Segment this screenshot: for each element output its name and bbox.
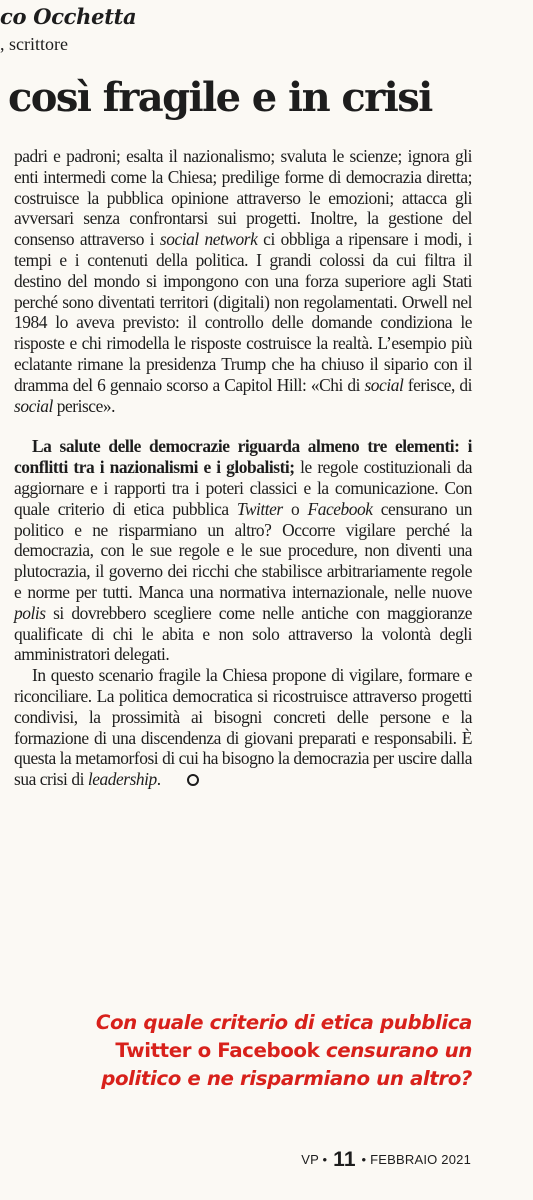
text-run: perisce». <box>52 395 115 416</box>
paragraph-3 <box>14 665 472 790</box>
issue-date: FEBBRAIO 2021 <box>370 1152 471 1167</box>
footer-separator: • <box>361 1152 367 1167</box>
text-run: ci obbliga a ripensare i modi, i tempi e i contenuti della politica. I grandi colossi da cui filtra il destino del mondo si impongono con una forza superiore agli Stati perché sono diventati territori (digitali) non regolamentati. Orwell nel 1984 lo aveva previsto: il controllo delle domande condiziona le risposte e chi rimodella le risposte costruisce la realtà. L’esempio più eclatante rimane la presidenza Trump che ha chiuso il sipario con il dramma del 6 gennaio scorso a Capitol Hill: «Chi di <box>14 229 472 395</box>
text-run: padri e padroni; esalta il nazionalismo; svaluta le scienze; ignora gli enti intermedi come la Chiesa; predilige forme di democrazia diretta; costruisce la pubblica opinione attraverso le emozioni; attacca gli avversari senza confrontarsi sui progetti. Inoltre, la gestione del consenso attraverso i <box>14 146 472 250</box>
text-run: si dovrebbero scegliere come nelle antiche con maggioranze qualificate di chi le abita e non solo attraverso la volontà degli amministratori delegati. <box>14 602 472 665</box>
paragraph-2 <box>14 436 472 665</box>
text-run: le regole costituzionali da aggiornare e i rapporti tra i poteri classici e la comunicazione. Con quale criterio di etica pubblica <box>14 457 472 519</box>
text-run: . <box>156 769 161 790</box>
author-name: co Occhetta <box>0 4 137 29</box>
text-run: Con quale criterio di etica pubblica <box>95 1011 472 1034</box>
text-run: o <box>282 498 308 519</box>
paragraph-1 <box>14 146 472 416</box>
text-run: censurano un politico e ne risparmiano un altro? <box>101 1039 472 1090</box>
text-run: La salute delle democrazie riguarda almeno tre elementi: i conflitti tra i nazionalismi e i globalisti; <box>14 436 472 478</box>
magazine-name: VP <box>301 1152 319 1167</box>
text-run: leadership <box>87 769 157 790</box>
pull-quote <box>40 1009 472 1093</box>
paragraph-3-text <box>14 665 472 789</box>
text-run: ferisce, di <box>403 374 473 395</box>
page-footer <box>301 1148 471 1172</box>
text-run: Twitter <box>236 498 283 519</box>
author-role: , scrittore <box>0 34 68 54</box>
text-run: social <box>364 374 404 395</box>
text-run: Twitter o Facebook <box>115 1039 320 1062</box>
footer-separator: • <box>322 1152 328 1167</box>
text-run: social network <box>159 229 258 250</box>
page-number: 11 <box>333 1148 356 1171</box>
text-run: In questo scenario fragile la Chiesa propone di vigilare, formare e riconciliare. La politica democratica si ricostruisce attraverso progetti condivisi, la prossimità ai bisogni concreti delle persone e la formazione di una discendenza di giovani preparati e responsabili. È questa la metamorfosi di cui ha bisogno la democrazia per uscire dalla sua crisi di <box>14 665 472 790</box>
article-body <box>14 146 472 790</box>
text-run: Facebook <box>307 498 373 519</box>
article-headline: così fragile e in crisi <box>8 74 432 121</box>
text-run: censurano un politico e ne risparmiano un altro? Occorre vigilare perché la democrazia, con le sue regole e le sue procedure, non diventi una plutocrazia, il governo dei ricchi che stabilisce arbitrariamente regole e norme per tutti. Manca una normativa internazionale, nelle nuove <box>14 498 472 602</box>
end-of-article-icon <box>187 774 199 786</box>
text-run: social <box>14 395 53 416</box>
text-run: polis <box>14 602 46 623</box>
